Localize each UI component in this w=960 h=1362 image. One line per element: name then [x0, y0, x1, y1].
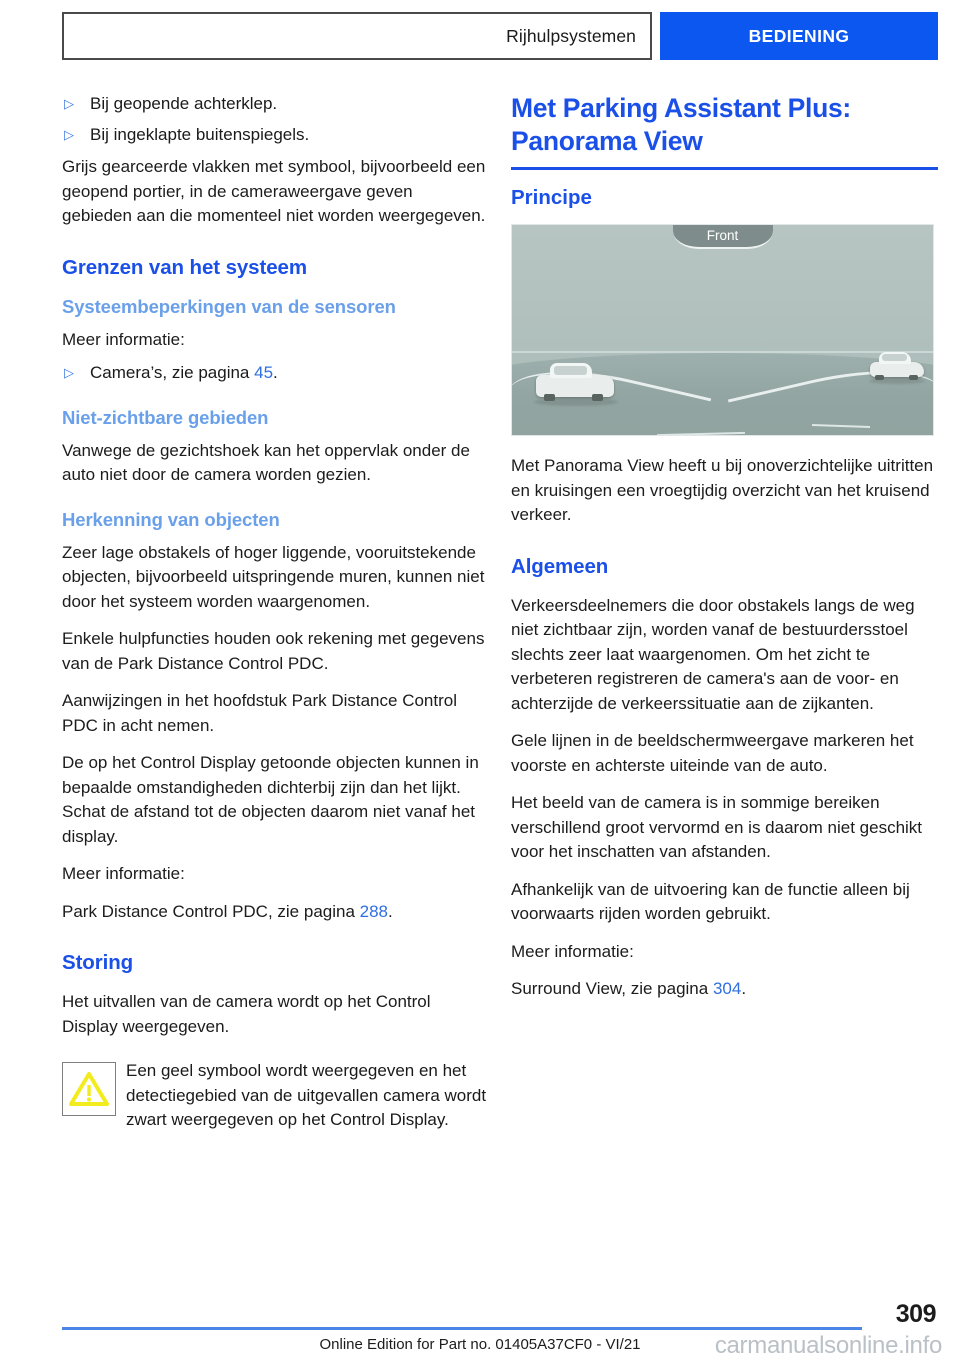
breadcrumb-box — [62, 12, 652, 60]
right-column — [511, 92, 938, 1133]
paragraph-algemeen-3: Het beeld van de camera is in sommige bereiken verschillend groot vervormd en is daarom niet geschikt voor het inschatten van afstanden. — [511, 793, 923, 861]
watermark: carmanualsonline.info — [714, 1332, 942, 1359]
paragraph-algemeen-1: Verkeersdeelnemers die door obstakels langs de weg niet zichtbaar zijn, worden vanaf de bestuurdersstoel slechts zeer laat waargenomen. Om het zicht te verbeteren registreren de camera's aan de voor- en achterzijde de verkeerssituatie aan de zijkanten. — [511, 595, 915, 713]
reference-surround-view — [511, 977, 938, 1002]
breadcrumb: Rijhulpsystemen — [506, 25, 636, 46]
meer-informatie-label: Meer informatie: — [62, 329, 185, 349]
paragraph-herkenning-1: Zeer lage obstakels of hoger liggende, vooruitstekende objecten, bijvoorbeeld uitspringende muren, kunnen niet door het systeem worden waargenomen. — [62, 542, 485, 611]
list-item-label: Bij geopende achterklep. — [90, 94, 278, 113]
car-wheel — [592, 394, 603, 401]
car-window — [882, 354, 907, 361]
reference-text: Surround View, zie pagina — [511, 979, 713, 998]
list-item-label — [90, 361, 487, 386]
subheading-herkenning-van-objecten: Herkenning van objecten — [62, 508, 280, 530]
figure-car-left — [534, 357, 616, 403]
warning-note — [62, 1059, 487, 1133]
triangle-bullet-icon: ▷ — [64, 96, 74, 111]
heading-algemeen: Algemeen — [511, 554, 609, 578]
paragraph-herkenning-4: De op het Control Display getoonde objecten kunnen in bepaalde omstandigheden dichterbij zijn dan het lijkt. Schat de afstand tot de objecten daarom niet vanaf het display. — [62, 753, 479, 846]
car-wheel — [909, 375, 918, 380]
page-reference-link[interactable]: 304 — [712, 979, 742, 998]
warning-triangle-icon — [62, 1062, 116, 1116]
heading-grenzen-van-het-systeem: Grenzen van het systeem — [62, 255, 307, 279]
list-item — [62, 92, 487, 117]
figure-car-right — [869, 349, 925, 383]
panorama-view-camera-illustration — [511, 224, 934, 436]
list-item — [62, 123, 487, 148]
reference-suffix: . — [273, 363, 278, 382]
subheading-systeembeperkingen: Systeembeperkingen van de sensoren — [62, 295, 396, 317]
column-gap — [487, 92, 511, 1133]
chapter-title: Met Parking Assistant Plus: Panorama View — [511, 93, 851, 156]
paragraph-herkenning-3: Aanwijzingen in het hoofdstuk Park Distance Control PDC in acht nemen. — [62, 691, 457, 735]
paragraph-algemeen-4: Afhankelijk van de uitvoering kan de functie alleen bij voorwaarts rijden worden gebruikt. — [511, 879, 910, 923]
page-content — [62, 92, 938, 1133]
left-column — [62, 92, 487, 1133]
subheading-niet-zichtbare-gebieden: Niet-zichtbare gebieden — [62, 406, 269, 428]
car-wheel — [544, 394, 555, 401]
paragraph-algemeen-2: Gele lijnen in de beeldschermweergave markeren het voorste en achterste uiteinde van de auto. — [511, 731, 914, 775]
triangle-bullet-icon: ▷ — [64, 126, 74, 142]
list-item-camera-reference — [62, 361, 487, 386]
reference-text: Camera’s, zie pagina — [90, 363, 255, 382]
reference-text: Park Distance Control PDC, zie pagina — [62, 901, 360, 921]
meer-informatie-label-right: Meer informatie: — [511, 941, 634, 961]
reference-pdc — [62, 900, 487, 925]
paragraph-niet-zichtbare: Vanwege de gezichtshoek kan het oppervlak onder de auto niet door de camera worden gezien. — [62, 440, 470, 484]
warning-note-text: Een geel symbool wordt weergegeven en het detectiegebied van de uitgevallen camera wordt zwart weergegeven op het Control Display. — [126, 1061, 487, 1129]
intro-paragraph: Grijs gearceerde vlakken met symbool, bijvoorbeeld een geopend portier, in de cameraweergave geven gebieden aan die momenteel niet worden weergegeven. — [62, 157, 486, 225]
paragraph-principe: Met Panorama View heeft u bij onoverzichtelijke uitritten en kruisingen een vroegtijdig overzicht van het kruisend verkeer. — [511, 456, 934, 524]
triangle-bullet-icon: ▷ — [64, 365, 74, 380]
list-item-label: Bij ingeklapte buitenspiegels. — [90, 124, 310, 144]
edition-line: Online Edition for Part no. 01405A37CF0 - VI/21 — [319, 1336, 641, 1353]
page-number: 309 — [895, 1300, 936, 1328]
paragraph-storing: Het uitvallen van de camera wordt op het Control Display weergegeven. — [62, 992, 431, 1036]
chapter-title-rule — [511, 167, 938, 170]
car-wheel — [875, 375, 884, 380]
page-reference-link[interactable]: 45 — [254, 363, 274, 382]
section-tab — [660, 12, 938, 60]
page-reference-link[interactable]: 288 — [359, 901, 389, 921]
footer-rule — [62, 1327, 862, 1330]
section-tab-label: BEDIENING — [748, 25, 850, 46]
car-window — [554, 366, 587, 375]
figure-front-label: Front — [673, 225, 773, 249]
heading-principe: Principe — [511, 186, 592, 209]
page-header — [62, 12, 938, 60]
paragraph-herkenning-2: Enkele hulpfuncties houden ook rekening met gegevens van de Park Distance Control PDC. — [62, 629, 485, 673]
reference-suffix: . — [388, 901, 393, 921]
reference-suffix: . — [741, 979, 747, 998]
heading-storing: Storing — [62, 951, 134, 974]
meer-informatie-label-2: Meer informatie: — [62, 864, 185, 883]
